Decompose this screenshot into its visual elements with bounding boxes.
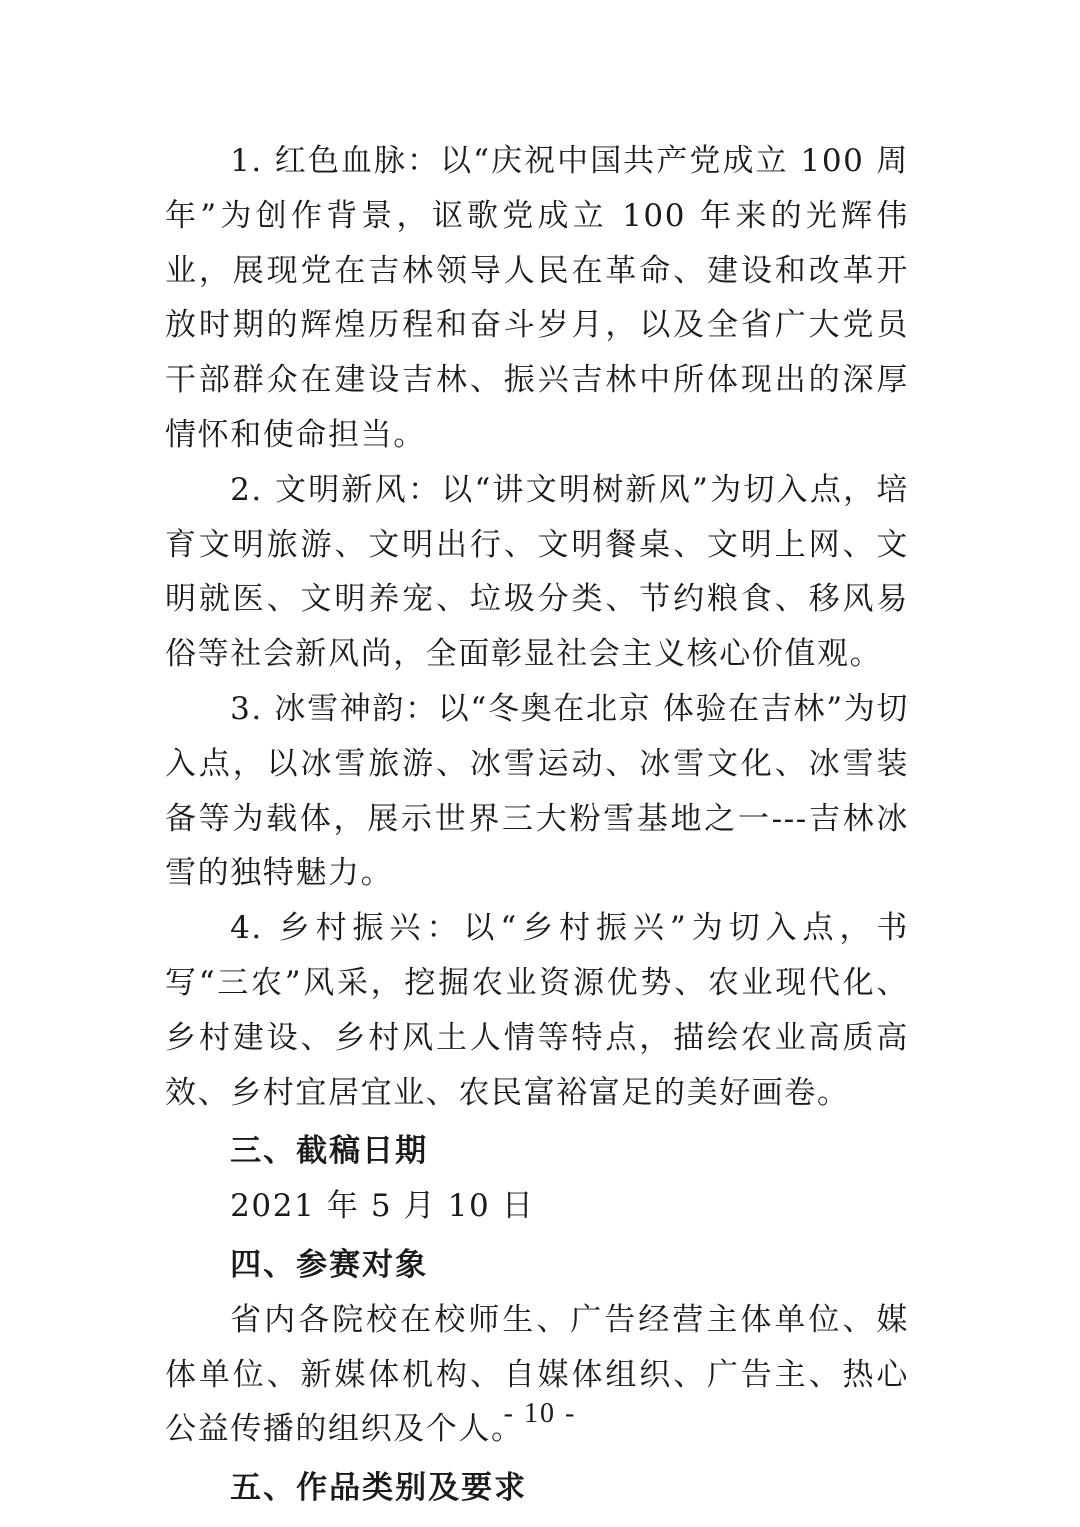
paragraph-rural-revitalization: 4. 乡村振兴：以“乡村振兴”为切入点，书写“三农”风采，挖掘农业资源优势、农业现代化、乡村建设、乡村风土人情等特点，描绘农业高质高效、乡村宜居宜业、农民富裕富足的美好画卷。 — [165, 910, 909, 1111]
section-heading-works: 五、作品类别及要求 — [230, 1470, 528, 1507]
paragraph-civilized-new-style: 2. 文明新风：以“讲文明树新风”为切入点，培育文明旅游、文明出行、文明餐桌、文明上网、文明就医、文明养宠、垃圾分类、节约粮食、移风易俗等社会新风尚，全面彰显社会主义核心价值观。 — [165, 471, 909, 673]
paragraph-ice-snow-charm: 3. 冰雪神韵：以“冬奥在北京 体验在吉林”为切入点，以冰雪旅游、冰雪运动、冰雪文化、冰雪装备等为载体，展示世界三大粉雪基地之一---吉林冰雪的独特魅力。 — [165, 690, 909, 892]
section-heading-deadline: 三、截稿日期 — [230, 1133, 429, 1170]
document-body — [165, 134, 909, 1516]
paragraph-red-bloodline: 1. 红色血脉：以“庆祝中国共产党成立 100 周年”为创作背景，讴歌党成立 100 年来的光辉伟业，展现党在吉林领导人民在革命、建设和改革开放时期的辉煌历程和奋斗岁月，以及全省广大党员干部群众在建设吉林、振兴吉林中所体现出的深厚情怀和使命担当。 — [165, 143, 909, 453]
section-heading-participants: 四、参赛对象 — [230, 1246, 429, 1283]
deadline-date: 2021 年 5 月 10 日 — [230, 1188, 535, 1225]
page-number: - 10 - — [503, 1398, 577, 1429]
participants-text: 省内各院校在校师生、广告经营主体单位、媒体单位、新媒体机构、自媒体组织、广告主、热心公益传播的组织及个人。 — [165, 1301, 909, 1448]
